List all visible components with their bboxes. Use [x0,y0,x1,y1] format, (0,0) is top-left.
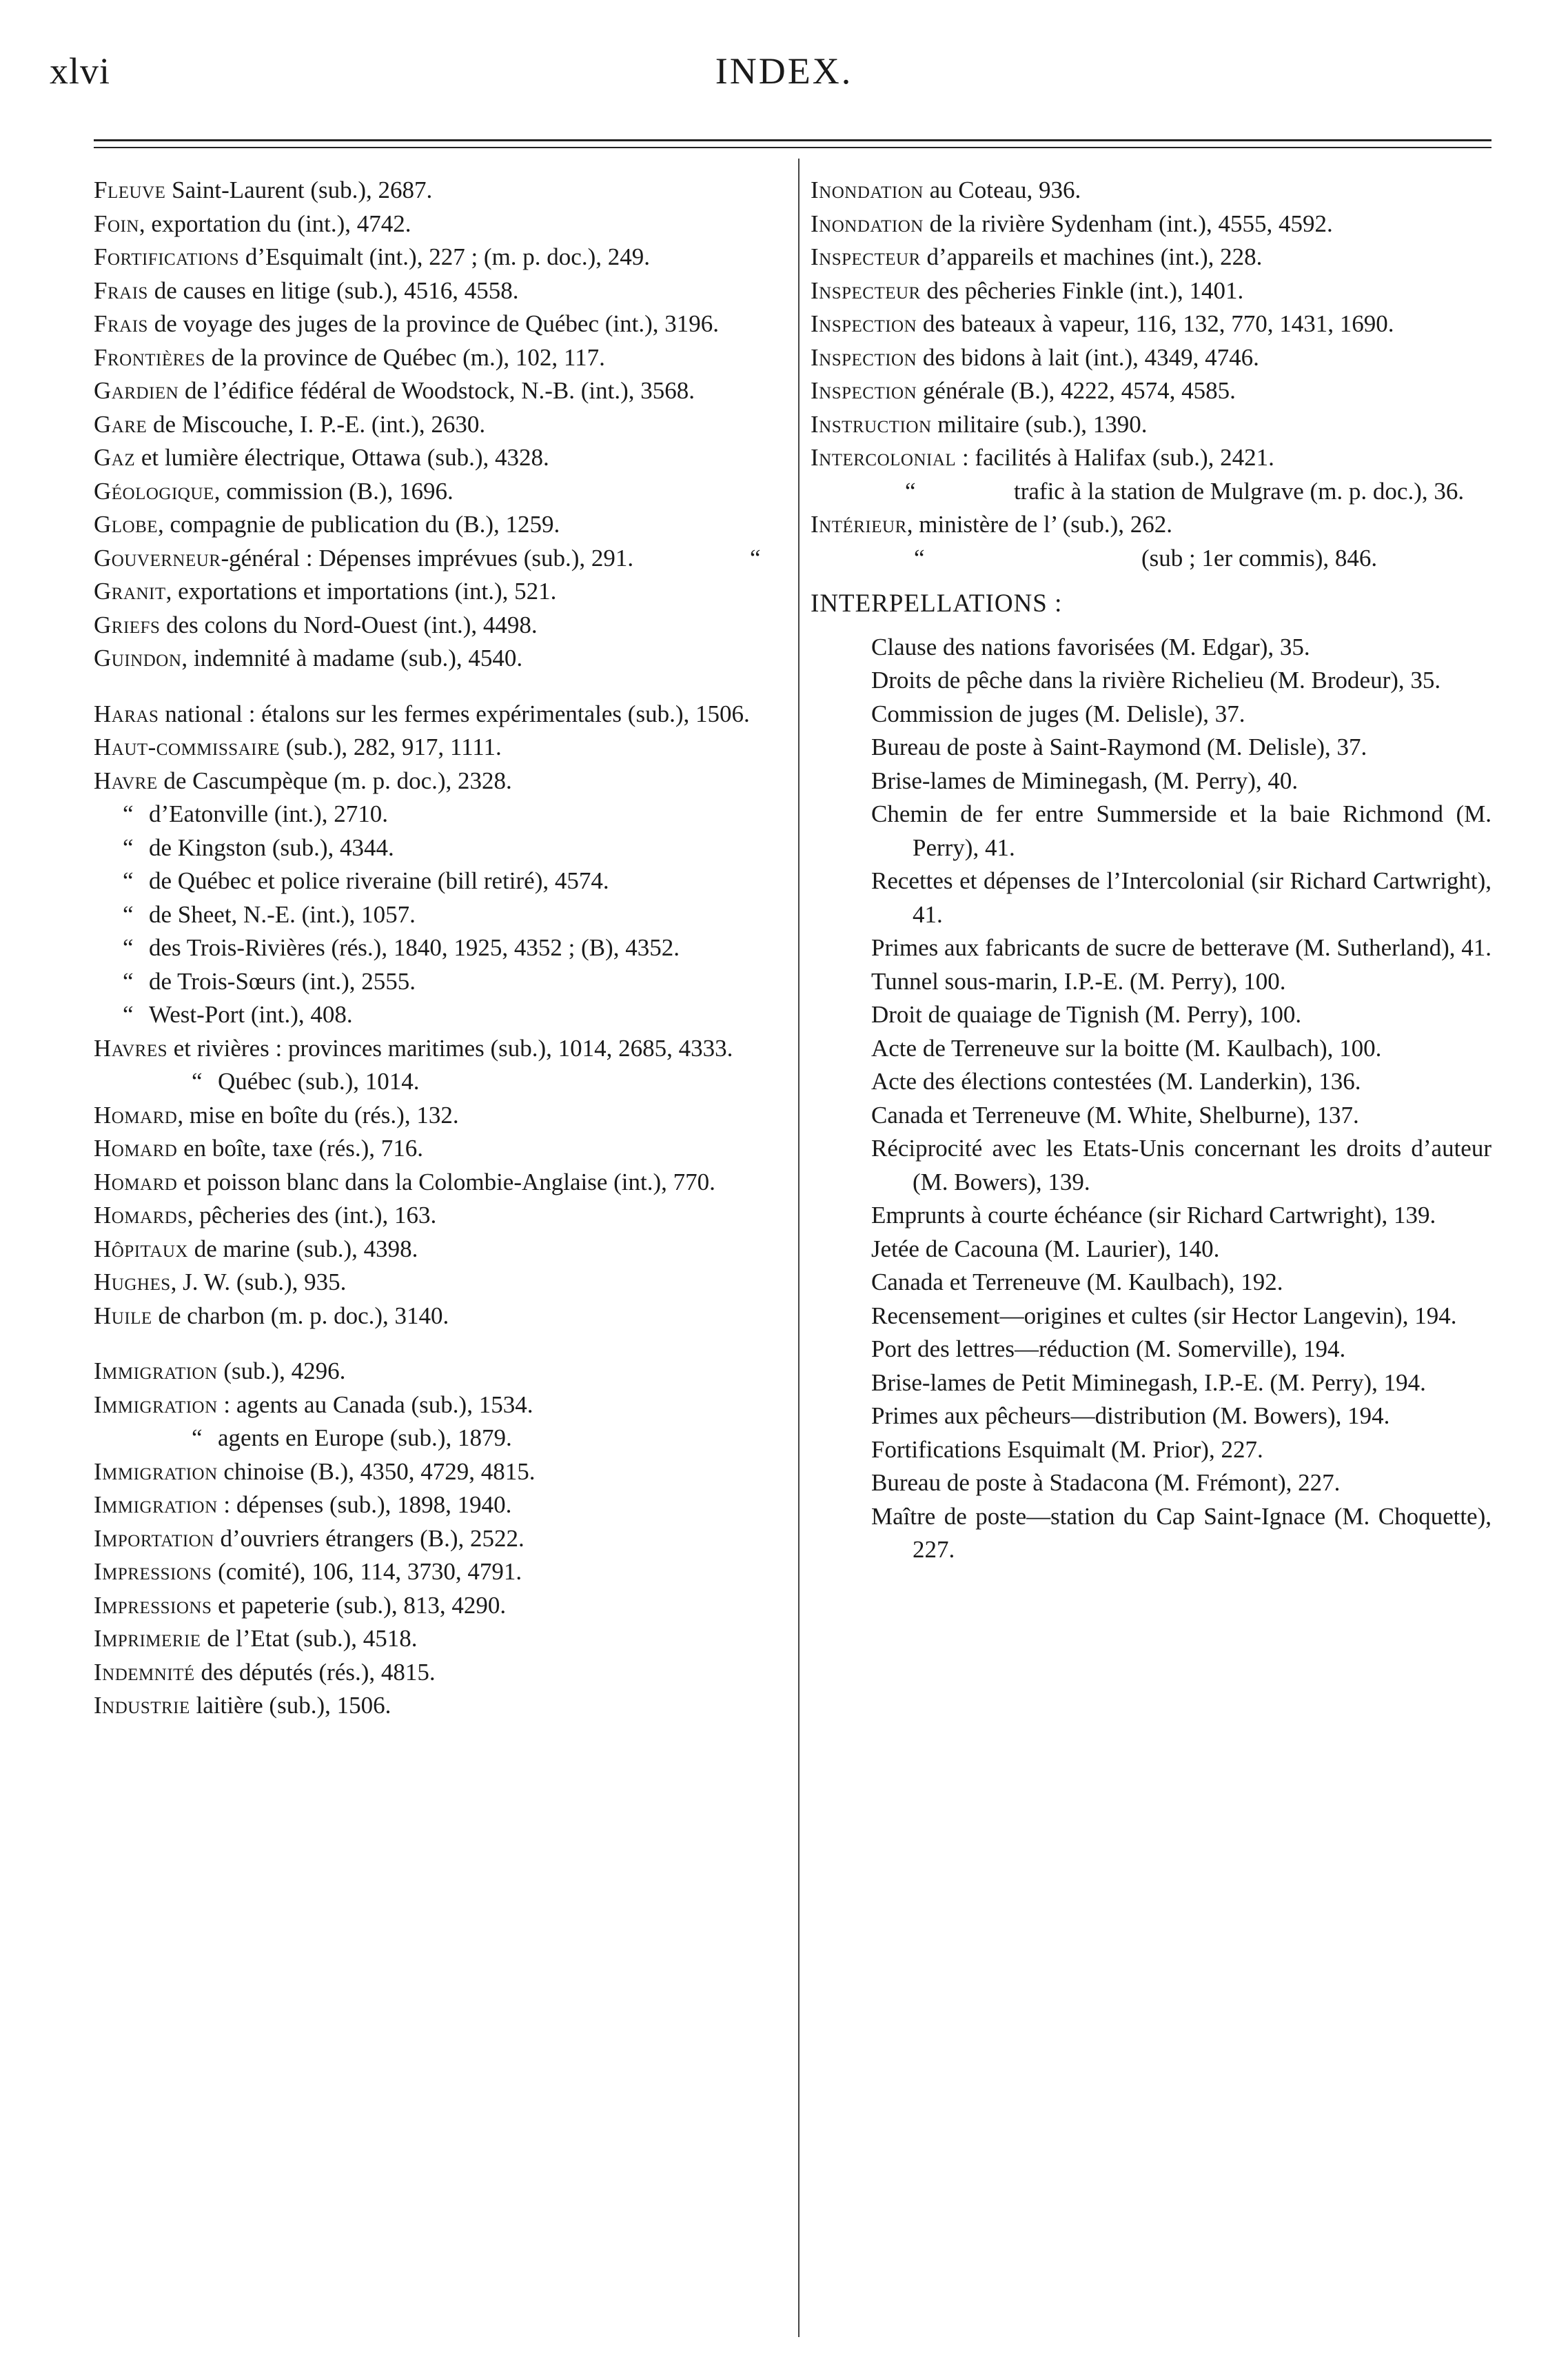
interpellation-item: Port des lettres—réduction (M. Somerville), 194. [871,1335,1346,1362]
ditto-mark: “ [914,544,925,572]
index-entry: Inondation de la rivière Sydenham (int.), 4555, 4592. [811,210,1333,237]
ditto-mark: “ [750,544,761,572]
index-entry: Homard, mise en boîte du (rés.), 132. [94,1101,459,1129]
interpellation-item: Bureau de poste à Stadacona (M. Frémont), 227. [871,1469,1341,1496]
index-subentry: “ des Trois-Rivières (rés.), 1840, 1925, 4352 ; (B), 4352. [94,931,776,965]
section-heading-interpellations: INTERPELLATIONS : [811,589,1063,618]
index-entry: Haras national : étalons sur les fermes expérimentales (sub.), 1506. [94,700,750,727]
index-entry: Frais de causes en litige (sub.), 4516, 4558. [94,276,519,304]
index-entry: Intérieur, ministère de l’ (sub.), 262. [811,511,1173,538]
index-entry: Hughes, J. W. (sub.), 935. [94,1269,347,1295]
index-entry: Haut-commissaire (sub.), 282, 917, 1111. [94,734,502,760]
index-entry: Inondation au Coteau, 936. [811,176,1081,203]
running-head: INDEX. [715,50,853,92]
index-entry: Impressions et papeterie (sub.), 813, 4290. [94,1591,507,1619]
ditto-mark: “ [192,1068,203,1095]
interpellation-item: Primes aux pêcheurs—distribution (M. Bowers), 194. [871,1402,1390,1429]
index-subentry: “ de Québec et police riveraine (bill retiré), 4574. [94,865,776,898]
index-entry: Industrie laitière (sub.), 1506. [94,1692,391,1719]
index-entry: Instruction militaire (sub.), 1390. [811,410,1148,438]
index-entry: Fleuve Saint-Laurent (sub.), 2687. [94,176,433,203]
index-entry: Immigration : agents au Canada (sub.), 1534. [94,1391,533,1418]
index-entry: Gardien de l’édifice fédéral de Woodstock, N.-B. (int.), 3568. [94,377,695,404]
index-entry: Immigration : dépenses (sub.), 1898, 1940. [94,1491,512,1518]
index-subentry: “ de Sheet, N.-E. (int.), 1057. [94,898,776,932]
right-column [750,174,1491,1567]
index-entry: Homard et poisson blanc dans la Colombie-Anglaise (int.), 770. [94,1168,715,1195]
interpellation-item: Emprunts à courte échéance (sir Richard Cartwright), 139. [871,1202,1436,1229]
interpellation-item: Primes aux fabricants de sucre de betterave (M. Sutherland), 41. [871,934,1491,961]
index-entry: Fortifications d’Esquimalt (int.), 227 ; (m. p. doc.), 249. [94,243,650,270]
interpellation-item: Jetée de Cacouna (M. Laurier), 140. [871,1235,1220,1262]
ditto-mark: “ [123,1001,134,1028]
index-entry: Imprimerie de l’Etat (sub.), 4518. [94,1625,418,1652]
index-subentry: “ de Kingston (sub.), 4344. [94,831,776,865]
header-rule [94,147,1491,148]
interpellation-item: Recensement—origines et cultes (sir Hector Langevin), 194. [871,1302,1457,1329]
interpellation-item: Acte des élections contestées (M. Landerkin), 136. [871,1068,1361,1095]
index-entry: Guindon, indemnité à madame (sub.), 4540. [94,645,523,671]
index-entry: Géologique, commission (B.), 1696. [94,477,454,505]
interpellation-item: Canada et Terreneuve (M. Kaulbach), 192. [871,1269,1283,1295]
index-subentry: “ de Trois-Sœurs (int.), 2555. [94,965,776,999]
index-entry: Intercolonial : facilités à Halifax (sub.), 2421. [811,444,1274,471]
index-entry: Homards, pêcheries des (int.), 163. [94,1202,437,1229]
interpellation-item: Maître de poste—station du Cap Saint-Ignace (M. Choquette), 227. [871,1502,1491,1563]
index-entry: Huile de charbon (m. p. doc.), 3140. [94,1302,449,1329]
index-entry: Frais de voyage des juges de la province de Québec (int.), 3196. [94,310,719,337]
interpellation-item: Chemin de fer entre Summerside et la baie Richmond (M. Perry), 41. [871,800,1491,861]
index-subentry: “ Québec (sub.), 1014. [94,1065,776,1099]
index-entry: Granit, exportations et importations (int.), 521. [94,578,557,605]
ditto-mark: “ [123,967,134,995]
interpellation-item: Droits de pêche dans la rivière Richelieu (M. Brodeur), 35. [871,667,1441,694]
index-entry: Gouverneur-général : Dépenses imprévues (sub.), 291. [94,544,634,572]
index-entry: Indemnité des députés (rés.), 4815. [94,1658,436,1686]
column-divider [798,159,800,2337]
index-entry: Inspecteur d’appareils et machines (int.), 228. [811,243,1263,270]
index-entry: Immigration chinoise (B.), 4350, 4729, 4815. [94,1457,536,1485]
interpellation-item: Acte de Terreneuve sur la boitte (M. Kaulbach), 100. [871,1034,1382,1062]
index-entry: Foin, exportation du (int.), 4742. [94,210,411,237]
index-subentry: “ “ (sub ; 1er commis), 846. [811,542,1491,576]
ditto-mark: “ [123,867,134,894]
interpellation-item: Bureau de poste à Saint-Raymond (M. Delisle), 37. [871,734,1367,760]
index-entry: Inspecteur des pêcheries Finkle (int.), 1401. [811,276,1244,304]
index-entry: Frontières de la province de Québec (m.), 102, 117. [94,343,605,371]
interpellation-item: Brise-lames de Miminegash, (M. Perry), 40. [871,767,1299,794]
index-entry: Immigration (sub.), 4296. [94,1357,346,1384]
interpellation-item: Clause des nations favorisées (M. Edgar), 35. [871,633,1310,660]
index-entry: Havres et rivières : provinces maritimes (sub.), 1014, 2685, 4333. [94,1034,733,1062]
index-entry: Homard en boîte, taxe (rés.), 716. [94,1135,424,1162]
ditto-mark: “ [123,934,134,961]
interpellation-item: Canada et Terreneuve (M. White, Shelburne), 137. [871,1101,1359,1129]
index-subentry: “ agents en Europe (sub.), 1879. [94,1422,776,1455]
header-rule [94,139,1491,141]
interpellation-item: Réciprocité avec les Etats-Unis concernant les droits d’auteur (M. Bowers), 139. [871,1135,1491,1195]
index-subentry: “ West-Port (int.), 408. [94,998,776,1032]
index-entry: Inspection générale (B.), 4222, 4574, 4585. [811,377,1236,404]
index-entry: Hôpitaux de marine (sub.), 4398. [94,1235,418,1262]
index-entry: Globe, compagnie de publication du (B.), 1259. [94,511,560,538]
interpellation-item: Recettes et dépenses de l’Intercolonial (sir Richard Cartwright), 41. [871,867,1491,928]
interpellation-item: Tunnel sous-marin, I.P.-E. (M. Perry), 100. [871,967,1286,995]
interpellation-item: Fortifications Esquimalt (M. Prior), 227. [871,1435,1263,1463]
ditto-mark: “ [123,900,134,928]
interpellation-item: Droit de quaiage de Tignish (M. Perry), 100. [871,1001,1302,1028]
index-subentry: “ trafic à la station de Mulgrave (m. p. doc.), 36. [811,475,1491,509]
interpellation-item: Brise-lames de Petit Miminegash, I.P.-E. (M. Perry), 194. [871,1368,1426,1396]
index-entry: Inspection des bidons à lait (int.), 4349, 4746. [811,343,1259,371]
index-entry: Griefs des colons du Nord-Ouest (int.), 4498. [94,611,538,638]
ditto-mark: “ [192,1424,203,1451]
index-entry: Gare de Miscouche, I. P.-E. (int.), 2630. [94,410,486,438]
index-entry: Havre de Cascumpèque (m. p. doc.), 2328. [94,767,512,794]
index-entry: Importation d’ouvriers étrangers (B.), 2522. [94,1524,525,1552]
left-column [94,174,776,1723]
index-entry: Gaz et lumière électrique, Ottawa (sub.), 4328. [94,444,549,471]
index-entry: Impressions (comité), 106, 114, 3730, 4791. [94,1558,522,1585]
interpellation-item: Commission de juges (M. Delisle), 37. [871,700,1245,727]
ditto-mark: “ [123,800,134,827]
ditto-mark: “ [905,477,916,505]
index-subentry: “ d’Eatonville (int.), 2710. [94,798,776,831]
index-entry: Inspection des bateaux à vapeur, 116, 132, 770, 1431, 1690. [811,310,1394,337]
page-number: xlvi [50,50,111,92]
ditto-mark: “ [123,833,134,861]
